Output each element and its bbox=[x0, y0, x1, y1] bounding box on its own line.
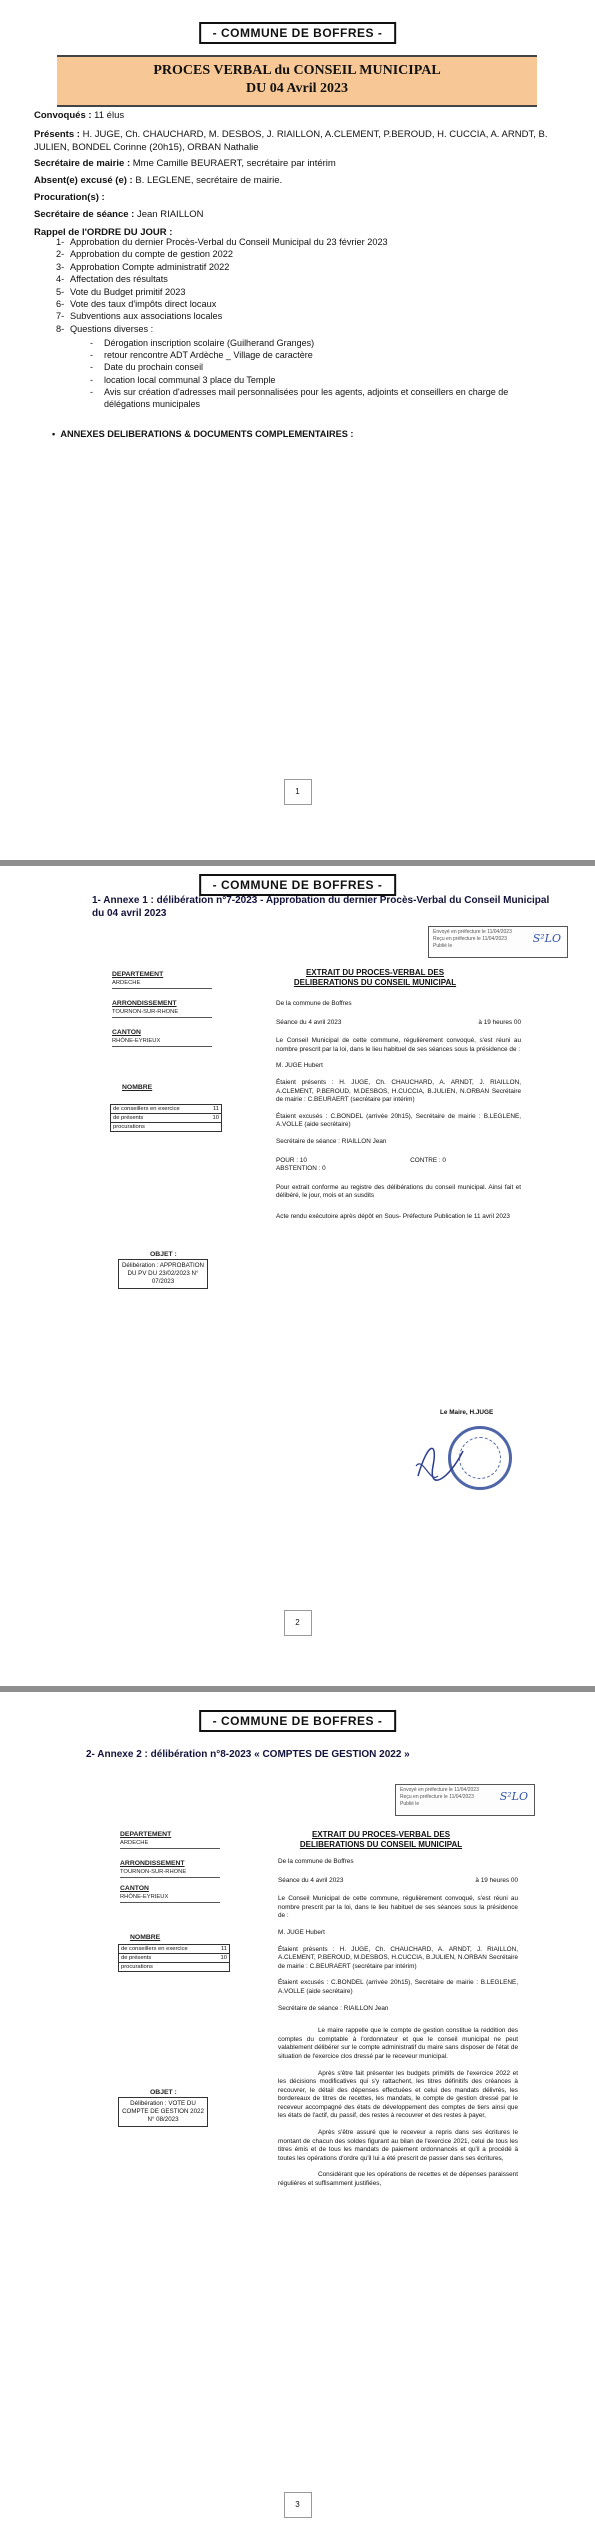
commune-header: - COMMUNE DE BOFFRES - bbox=[199, 874, 397, 896]
extrait-heading: EXTRAIT DU PROCES-VERBAL DES DELIBERATIONS DU CONSEIL MUNICIPAL bbox=[299, 1830, 463, 1849]
le-maire-signature-line: Le Maire, H.JUGE bbox=[440, 1409, 494, 1416]
agenda-item: 5- Vote du Budget primitif 2023 bbox=[56, 286, 186, 297]
sub-item: - Avis sur création d'adresses mail personnalisées pour les agents, adjoints et conseillers en charge de délégations municipales bbox=[90, 386, 509, 410]
secretaire-mairie-line: Secrétaire de mairie : Mme Camille BEURAERT, secrétaire par intérim bbox=[34, 158, 336, 169]
absents-line: Absent(e) excusé (e) : B. LEGLENE, secrétaire de mairie. bbox=[34, 175, 283, 186]
scan-left-column: DEPARTEMENT ARDECHE ARRONDISSEMENT TOURNON-SUR-RHONE CANTON RHÔNE-EYRIEUX NOMBRE bbox=[112, 970, 212, 1092]
page-2 bbox=[0, 866, 595, 1686]
procurations-line: Procuration(s) : bbox=[34, 192, 105, 203]
convoques-line: Convoqués : 11 élus bbox=[34, 110, 125, 121]
pv-title-box bbox=[57, 55, 537, 107]
questions-diverses-list bbox=[90, 337, 520, 410]
agenda-item: 6- Vote des taux d'impôts direct locaux bbox=[56, 299, 217, 310]
objet-label: OBJET : bbox=[150, 2089, 177, 2096]
scan-left-column: DEPARTEMENT ARDECHE ARRONDISSEMENT TOURNON-SUR-RHONE CANTON RHÔNE-EYRIEUX NOMBRE bbox=[120, 1830, 220, 1942]
objet-box: Délibération : VOTE DU COMPTE DE GESTION 2022 N° 08/2023 bbox=[118, 2097, 208, 2127]
count-box: de conseillers en exercice 11 de présents 10 procurations bbox=[110, 1104, 222, 1132]
agenda-list bbox=[56, 236, 556, 335]
agenda-item: 1- Approbation du dernier Procès-Verbal du Conseil Municipal du 23 février 2023 bbox=[56, 237, 388, 247]
handwritten-signature bbox=[408, 1436, 468, 1486]
page-number: 3 bbox=[284, 2492, 312, 2518]
pv-date: DU 04 Avril 2023 bbox=[245, 81, 348, 96]
deliberation-body: De la commune de Boffres Séance du 4 avril 2023 à 19 heures 00 Le Conseil Municipal de cette commune, régulièrement convoqué, s'est réuni au nombre prescrit par la loi, dans le lieu habituel de ses séances sous la présidence de : M. JUGE Hubert Étaient présents : H. JUGE, Ch. CHAUCHARD, A. ARNDT, J. RIAILLON, A.CLEMENT, P.BEROUD, M.DESBOS, H.CUCCIA, B.JULIEN, N.ORBAN Secrétaire de mairie : C.BEURAERT (secrétaire par intérim) Étaient excusés : C.BONDEL (arrivée 20h15), Secrétaire de mairie : B.LEGLENE, A.VOLLE (aide secrétaire) Secrétaire de séance : RIAILLON Jean Le maire rappelle que le compte de gestion constitue la reddition des comptes du comptable à l'ordonnateur et que le conseil municipal ne peut valablement délibérer sur le compte administratif du maire sans disposer de l'état de situation de l'exercice clos dressé par le receveur municipal. Après s'être fait présenter les budgets primitifs de l'exercice 2022 et les décisions modificatives qui s'y rattachent, les titres définitifs des créances à recouvrer, le détail des dépenses effectuées et celui des mandats délivrés, les bordereaux de titres de recettes, les mandats, le compte de gestion dressé par le receveur accompagné des états de développement des comptes de tiers ainsi que les états de l'actif, du passif, des restes à recouvrer et des restes à payer, Après s'être assuré que le receveur a repris dans ses écritures le montant de chacun des soldes figurant au bilan de l'exercice 2021, celui de tous les titres émis et de tous les mandats de paiement ordonnancés et qu'il a procédé à toutes les opérations d'ordre qu'il lui a été prescrit de passer dans ses écritures, Considérant que les opérations de recettes et de dépenses paraissent régulières et suffisamment justifiées, bbox=[278, 1858, 518, 2188]
sub-item: - Date du prochain conseil bbox=[90, 362, 204, 373]
prefecture-stamp: Envoyé en préfecture le 11/04/2023 Reçu en préfecture le 11/04/2023 Publié le S²LO bbox=[395, 1784, 535, 1816]
stamp-signature: S²LO bbox=[532, 932, 561, 945]
agenda-item: 3- Approbation Compte administratif 2022 bbox=[56, 261, 230, 272]
commune-header: - COMMUNE DE BOFFRES - bbox=[199, 1710, 397, 1732]
stamp-signature: S²LO bbox=[499, 1790, 528, 1803]
secretaire-seance-line: Secrétaire de séance : Jean RIAILLON bbox=[34, 209, 204, 220]
annexes-heading: • ANNEXES DELIBERATIONS & DOCUMENTS COMPLEMENTAIRES : bbox=[52, 429, 354, 439]
extrait-heading: EXTRAIT DU PROCES-VERBAL DES DELIBERATIONS DU CONSEIL MUNICIPAL bbox=[293, 968, 457, 987]
annex-2-title: 2- Annexe 2 : délibération n°8-2023 « COMPTES DE GESTION 2022 » bbox=[86, 1749, 410, 1760]
bullet-icon: • bbox=[52, 429, 61, 439]
agenda-item: 8- Questions diverses : bbox=[56, 323, 154, 334]
objet-box: Délibération : APPROBATION DU PV DU 23/02/2023 N° 07/2023 bbox=[118, 1259, 208, 1289]
rappel-ordre-du-jour: Rappel de l'ORDRE DU JOUR : bbox=[34, 227, 173, 238]
deliberation-body: De la commune de Boffres Séance du 4 avril 2023 à 19 heures 00 Le Conseil Municipal de cette commune, régulièrement convoqué, s'est réuni au nombre prescrit par la loi, dans le lieu habituel de ses séances sous la présidence de : M. JUGE Hubert Étaient présents : H. JUGE, Ch. CHAUCHARD, A. ARNDT, J. RIAILLON, A.CLEMENT, P.BEROUD, M.DESBOS, H.CUCCIA, B.JULIEN, N.ORBAN Secrétaire de mairie : C.BEURAERT (secrétaire par intérim) Étaient excusés : C.BONDEL (arrivée 20h15), Secrétaire de mairie : B.LEGLENE, A.VOLLE (aide secrétaire) Secrétaire de séance : RIAILLON Jean POUR : 10 CONTRE : 0 ABSTENTION : 0 Pour extrait conforme au registre des délibérations du conseil municipal. Ainsi fait et délibéré, le jour, mois et an susdits Acte rendu exécutoire après dépôt en Sous- Préfecture Publication le 11 avril 2023 bbox=[276, 1000, 521, 1220]
presents-line: Présents : H. JUGE, Ch. CHAUCHARD, M. DESBOS, J. RIAILLON, A.CLEMENT, P.BEROUD, H. CUCCIA, A. ARNDT, B. JULIEN, BONDEL Corinne (20h15), ORBAN Nathalie bbox=[34, 129, 548, 153]
sub-item: - retour rencontre ADT Ardèche _ Village de caractère bbox=[90, 350, 313, 361]
count-box: de conseillers en exercice 11 de présents 10 procurations bbox=[118, 1944, 230, 1972]
agenda-item: 4- Affectation des résultats bbox=[56, 274, 168, 285]
page-number: 2 bbox=[284, 1610, 312, 1636]
pv-title: PROCES VERBAL du CONSEIL MUNICIPAL bbox=[153, 63, 441, 78]
page-3 bbox=[0, 1692, 595, 2523]
objet-label: OBJET : bbox=[150, 1251, 177, 1258]
commune-header: - COMMUNE DE BOFFRES - bbox=[199, 22, 397, 44]
page-number: 1 bbox=[284, 779, 312, 805]
agenda-item: 7- Subventions aux associations locales bbox=[56, 311, 223, 322]
prefecture-stamp: Envoyé en préfecture le 11/04/2023 Reçu en préfecture le 11/04/2023 Publié le S²LO bbox=[428, 926, 568, 958]
agenda-item: 2- Approbation du compte de gestion 2022 bbox=[56, 249, 233, 260]
page-1 bbox=[0, 0, 595, 860]
sub-item: - location local communal 3 place du Temple bbox=[90, 374, 276, 385]
annex-1-title: 1- Annexe 1 : délibération n°7-2023 - Approbation du dernier Procès-Verbal du Conseil Municipal du 04 avril 2023 bbox=[92, 895, 550, 919]
sub-item: - Dérogation inscription scolaire (Guilherand Granges) bbox=[90, 338, 315, 348]
